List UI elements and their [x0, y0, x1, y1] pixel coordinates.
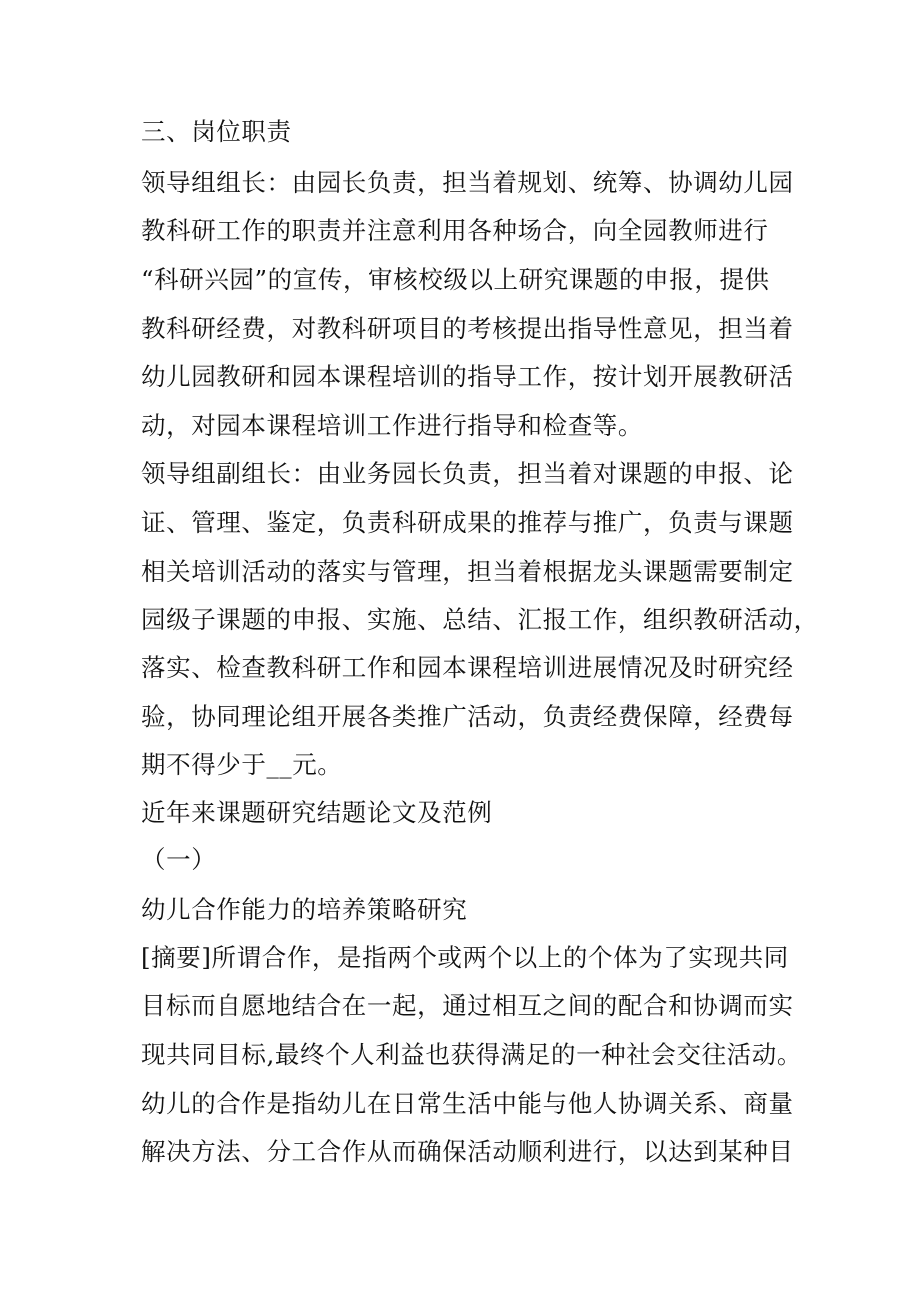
paper-title: 幼儿合作能力的培养策略研究	[141, 895, 468, 924]
text-line: 现共同目标,最终个人利益也获得满足的一种社会交往活动。	[141, 1040, 802, 1069]
section-heading: 三、岗位职责	[141, 117, 292, 146]
text-line: 动，对园本课程培训工作进行指导和检查等。	[141, 411, 643, 440]
text-line: [摘要]所谓合作，是指两个或两个以上的个体为了实现共同	[141, 943, 789, 972]
text-line: 教科研工作的职责并注意利用各种场合，向全园教师进行	[141, 216, 769, 245]
text-line: 验，协同理论组开展各类推广活动，负责经费保障，经费每	[141, 702, 794, 731]
text-line: 目标而自愿地结合在一起，通过相互之间的配合和协调而实	[141, 991, 794, 1020]
text-line: 相关培训活动的落实与管理，担当着根据龙头课题需要制定	[141, 557, 794, 586]
text-line: 证、管理、鉴定，负责科研成果的推荐与推广，负责与课题	[141, 508, 794, 537]
text-line: 期不得少于__元。	[141, 750, 343, 779]
text-line: 领导组副组长：由业务园长负责，担当着对课题的申报、论	[141, 459, 794, 488]
text-line: 幼儿园教研和园本课程培训的指导工作，按计划开展教研活	[141, 362, 794, 391]
text-line: 幼儿的合作是指幼儿在日常生活中能与他人协调关系、商量	[141, 1089, 794, 1118]
section-number: （一）	[141, 845, 217, 874]
text-line: 领导组组长：由园长负责，担当着规划、统筹、协调幼儿园	[141, 168, 794, 197]
text-line: 落实、检查教科研工作和园本课程培训进展情况及时研究经	[141, 653, 794, 682]
text-line: 解决方法、分工合作从而确保活动顺利进行，以达到某种目	[141, 1137, 794, 1166]
text-line: “科研兴园”的宣传，审核校级以上研究课题的申报，提供	[141, 265, 770, 294]
text-line: 园级子课题的申报、实施、总结、汇报工作，组织教研活动，	[141, 605, 819, 634]
text-line: 近年来课题研究结题论文及范例	[141, 798, 493, 827]
text-line: 教科研经费，对教科研项目的考核提出指导性意见，担当着	[141, 314, 794, 343]
